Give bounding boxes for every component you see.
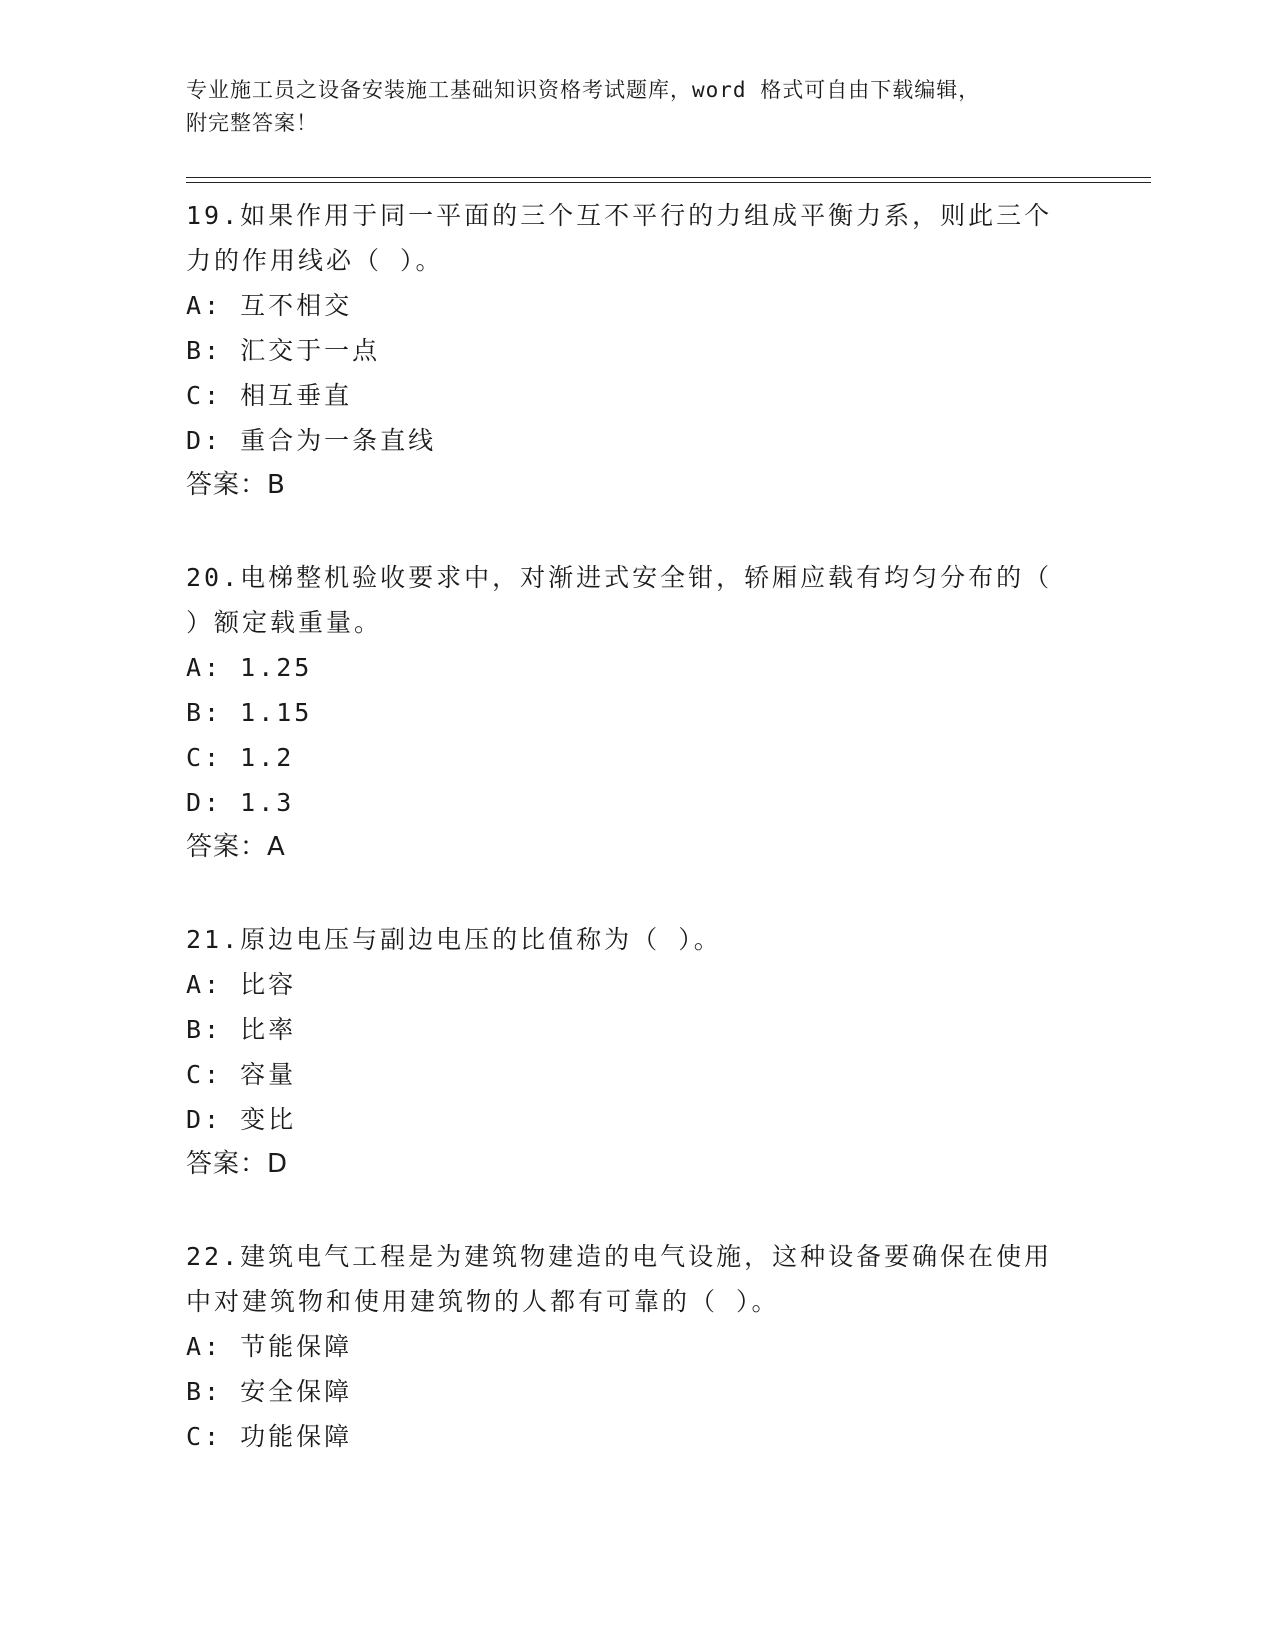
question-stem-cont: 中对建筑物和使用建筑物的人都有可靠的（ ）。 (186, 1287, 780, 1316)
option-b: B: 安全保障 (186, 1377, 353, 1406)
header-divider-bottom (186, 182, 1151, 183)
question-stem: 22.建筑电气工程是为建筑物建造的电气设施，这种设备要确保在使用 (186, 1242, 1053, 1271)
header-divider-top (186, 177, 1151, 178)
option-b: B: 比率 (186, 1015, 297, 1044)
question-stem-cont: 力的作用线必（ ）。 (186, 246, 444, 275)
header-line-2: 附完整答案！ (186, 111, 318, 135)
question-stem: 19.如果作用于同一平面的三个互不平行的力组成平衡力系，则此三个 (186, 201, 1053, 230)
option-a: A: 比容 (186, 970, 297, 999)
option-a: A: 1.25 (186, 653, 313, 682)
question-stem: 21.原边电压与副边电压的比值称为（ ）。 (186, 925, 722, 954)
option-a: A: 节能保障 (186, 1332, 353, 1361)
option-d: D: 1.3 (186, 788, 295, 817)
option-c: C: 容量 (186, 1060, 297, 1089)
question-22 (186, 1234, 1086, 1459)
option-c: C: 功能保障 (186, 1422, 353, 1451)
question-stem: 20.电梯整机验收要求中，对渐进式安全钳，轿厢应载有均匀分布的（ (186, 563, 1053, 592)
header-line-1: 专业施工员之设备安装施工基础知识资格考试题库，word 格式可自由下载编辑， (186, 78, 981, 102)
option-c: C: 1.2 (186, 743, 295, 772)
option-b: B: 汇交于一点 (186, 336, 381, 365)
question-20 (186, 555, 1086, 870)
answer: 答案：B (186, 470, 286, 500)
question-list (186, 193, 1086, 1506)
option-c: C: 相互垂直 (186, 381, 353, 410)
question-stem-cont: ）额定载重量。 (186, 608, 383, 637)
question-21 (186, 917, 1086, 1187)
answer: 答案：A (186, 832, 286, 862)
option-d: D: 重合为一条直线 (186, 426, 437, 455)
answer: 答案：D (186, 1149, 289, 1179)
document-header (186, 74, 1066, 140)
option-b: B: 1.15 (186, 698, 313, 727)
option-a: A: 互不相交 (186, 291, 353, 320)
question-19 (186, 193, 1086, 508)
option-d: D: 变比 (186, 1105, 297, 1134)
